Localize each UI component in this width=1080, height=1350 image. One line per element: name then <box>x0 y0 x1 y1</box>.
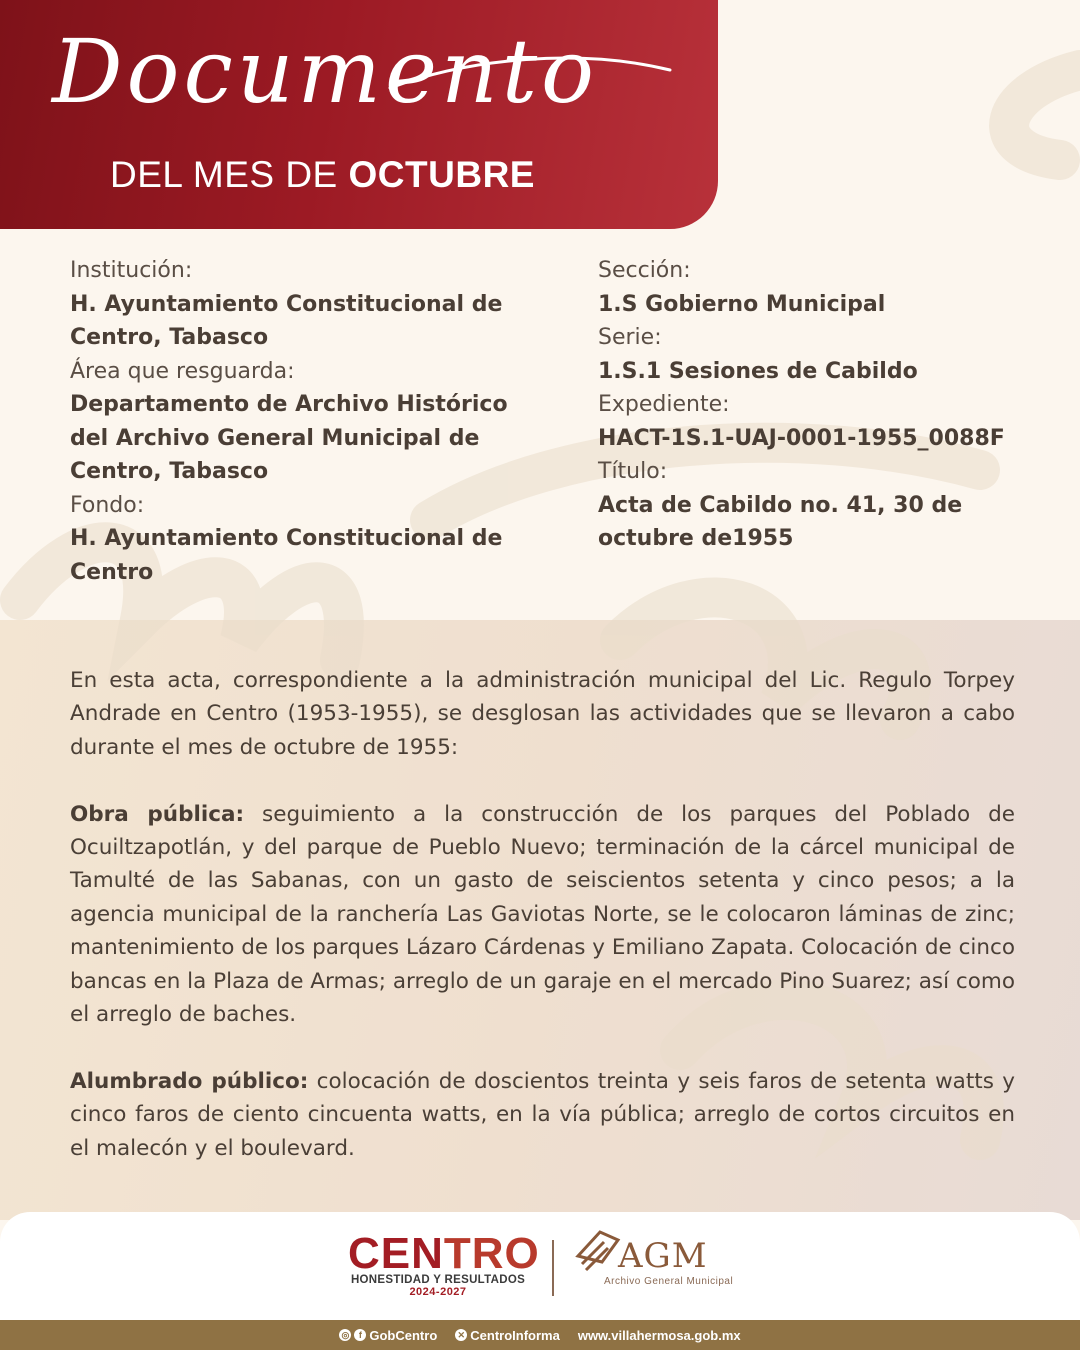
meta-value-line: Centro, Tabasco <box>70 325 269 350</box>
logo-divider <box>552 1240 554 1296</box>
meta-field-serie <box>598 321 1038 388</box>
meta-field-expediente <box>598 388 1038 455</box>
x-handle: CentroInforma <box>470 1327 560 1343</box>
meta-value-line: H. Ayuntamiento Constitucional de <box>70 526 503 551</box>
intro-paragraph: En esta acta, correspondiente a la administración municipal del Lic. Regulo Torpey Andrade en Centro (1953-1955), se desglosan las actividades que se llevaron a cabo durante el mes de octubre de 1955: <box>70 668 1015 760</box>
subtitle-prefix: DEL MES DE <box>110 154 349 195</box>
x-icon: ✕ <box>455 1329 467 1341</box>
centro-wordmark-part1: CEN <box>348 1229 444 1278</box>
meta-field-fondo <box>70 489 530 590</box>
centro-years: 2024-2027 <box>409 1286 467 1298</box>
script-title: Documento <box>52 20 599 123</box>
body-text <box>70 664 1015 1198</box>
social-centroinforma[interactable] <box>455 1328 560 1343</box>
meta-field-seccion <box>598 254 1038 321</box>
title-swash-ornament <box>380 48 680 108</box>
subtitle-month: OCTUBRE <box>348 154 535 195</box>
centro-logo <box>348 1229 540 1298</box>
facebook-icon: f <box>354 1329 366 1341</box>
centro-wordmark-part2: TRO <box>443 1229 540 1278</box>
meta-label: Área que resguarda: <box>70 358 295 384</box>
meta-label: Expediente: <box>598 392 730 417</box>
meta-value-line: HACT-1S.1-UAJ-0001-1955_0088F <box>598 425 1005 451</box>
meta-label: Sección: <box>598 258 691 283</box>
meta-label: Serie: <box>598 325 662 350</box>
header-banner <box>0 0 718 229</box>
meta-value-line: Departamento de Archivo Histórico <box>70 392 508 417</box>
footer-logo-area <box>0 1212 1080 1320</box>
meta-label: Institución: <box>70 258 193 283</box>
agm-wordmark: AGM <box>618 1236 708 1276</box>
meta-field-titulo <box>598 455 1038 556</box>
meta-value-line: del Archivo General Municipal de <box>70 425 480 451</box>
meta-label: Título: <box>598 459 668 484</box>
meta-value-line: H. Ayuntamiento Constitucional de <box>70 291 503 317</box>
social-gobcentro[interactable] <box>339 1328 437 1343</box>
alumbrado-publico-label: Alumbrado público: <box>70 1068 309 1094</box>
meta-value-line: Centro <box>70 559 154 585</box>
obra-publica-label: Obra pública: <box>70 801 245 827</box>
metadata-right-column <box>598 254 1038 556</box>
agm-logo <box>574 1226 754 1296</box>
website-link[interactable]: www.villahermosa.gob.mx <box>577 1327 741 1343</box>
meta-value-line: Acta de Cabildo no. 41, 30 de <box>598 492 963 518</box>
footer-bar <box>0 1320 1080 1350</box>
obra-publica-text: seguimiento a la construcción de los parques del Poblado de Ocuiltzapotlán, y del parque de Pueblo Nuevo; terminación de la cárcel municipal de Tamulté de las Sabanas, con un gasto de seiscientos setenta y cinco pesos; a la agencia municipal de la ranchería Las Gaviotas Norte, se le colocaron láminas de zinc; mantenimiento de los parques Lázaro Cárdenas y Emiliano Zapata. Colocación de cinco bancas en la Plaza de Armas; arreglo de un garaje en el mercado Pino Suarez; así como el arreglo de baches. <box>70 801 1015 1028</box>
meta-field-institucion <box>70 254 530 355</box>
meta-label: Fondo: <box>70 492 145 518</box>
centro-tagline: HONESTIDAD Y RESULTADOS <box>350 1274 526 1286</box>
obra-publica-paragraph <box>70 798 1015 1032</box>
metadata-left-column <box>70 254 530 589</box>
meta-field-area <box>70 355 530 489</box>
meta-value-line: octubre de1955 <box>598 526 794 551</box>
subtitle <box>110 154 535 196</box>
meta-value-line: 1.S Gobierno Municipal <box>598 291 886 317</box>
alumbrado-publico-text: colocación de doscientos treinta y seis faros de setenta watts y cinco faros de ciento cincuenta watts, en la vía pública; arreglo de cortos circuitos en el malecón y el boulevard. <box>70 1068 1015 1161</box>
social-handle: GobCentro <box>369 1327 438 1343</box>
meta-value-line: Centro, Tabasco <box>70 459 269 484</box>
centro-wordmark <box>348 1229 540 1278</box>
agm-subtitle: Archivo General Municipal <box>604 1276 734 1287</box>
alumbrado-publico-paragraph <box>70 1065 1015 1165</box>
meta-value-line: 1.S.1 Sesiones de Cabildo <box>598 358 918 384</box>
instagram-icon: ◎ <box>339 1329 351 1341</box>
